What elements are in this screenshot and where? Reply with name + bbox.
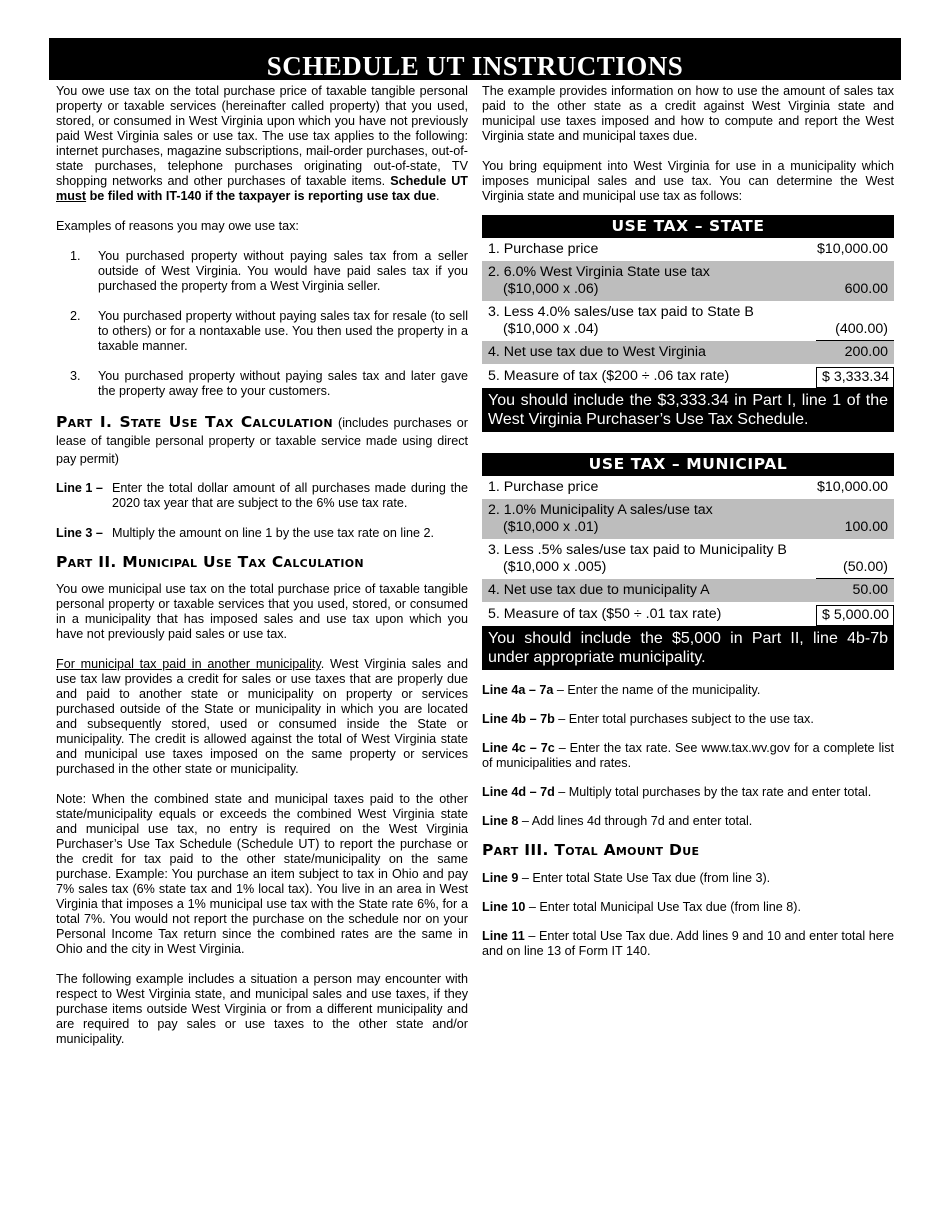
row-value: 200.00 [844, 344, 888, 360]
table-row [482, 341, 894, 364]
line-4a-7a [482, 683, 894, 698]
line1-label: Line 1 – [56, 481, 103, 495]
line-label: Line 4c – 7c [482, 741, 555, 755]
line-text: – Enter total State Use Tax due (from line 3). [518, 871, 771, 885]
table-row [482, 476, 894, 499]
examples-lead: Examples of reasons you may owe use tax: [56, 219, 299, 233]
row-value: 100.00 [844, 519, 888, 535]
line-label: Line 4a – 7a [482, 683, 554, 697]
example-paragraph: The following example includes a situation a person may encounter with respect to West Virginia state, and municipal sales and use taxes, if they purchase items outside West Virginia or from a different municipality and are required to pay sales or use taxes to the other state and/or municipality. [56, 972, 468, 1046]
row-value: $ 5,000.00 [816, 605, 894, 626]
line-10 [482, 900, 894, 915]
line-label: Line 4d – 7d [482, 785, 555, 799]
state-table-title: USE TAX – STATE [482, 215, 894, 238]
part1-title: Part I. State Use Tax Calculation [56, 413, 333, 431]
row-value: (50.00) [816, 559, 894, 579]
line-label: Line 4b – 7b [482, 712, 555, 726]
line1-text: Enter the total dollar amount of all purchases made during the 2020 tax year that are subject to the 6% use tax rate. [112, 481, 468, 510]
line-label: Line 9 [482, 871, 519, 885]
line-label: Line 8 [482, 814, 519, 828]
line-4c-7c [482, 741, 894, 771]
row-label: 2. 1.0% Municipality A sales/use tax [488, 502, 713, 518]
municipal-paragraph: You owe municipal use tax on the total purchase price of taxable tangible personal property or taxable services that you used, stored, or consumed in a municipality that has imposed sales and use tax upon which you have not previously paid sales or use tax. [56, 582, 468, 641]
line-11 [482, 929, 894, 959]
municipal-table-title: USE TAX – MUNICIPAL [482, 453, 894, 476]
state-table-note: You should include the $3,333.34 in Part I, line 1 of the West Virginia Purchaser’s Use Tax Schedule. [482, 388, 894, 432]
list-item [56, 309, 468, 354]
intro-paragraph [56, 84, 468, 204]
intro-bold-1: Schedule UT [390, 174, 468, 188]
credit-lead: For municipal tax paid in another municipality [56, 657, 321, 671]
line-text: – Enter total purchases subject to the use tax. [554, 712, 814, 726]
list-num: 1. [70, 249, 81, 263]
part1-subtitle: (includes purchases or lease of tangible personal property or taxable service made using direct pay permit) [56, 416, 468, 466]
intro-end: . [436, 189, 440, 203]
line-text: – Add lines 4d through 7d and enter total. [518, 814, 753, 828]
credit-paragraph [56, 657, 468, 777]
row-label: 3. Less .5% sales/use tax paid to Municipality B [488, 542, 787, 558]
left-column [56, 84, 468, 1047]
line-text: – Enter the name of the municipality. [553, 683, 761, 697]
line-text: – Multiply total purchases by the tax rate and enter total. [554, 785, 872, 799]
part2-title: Part II. Municipal Use Tax Calculation [56, 553, 364, 571]
list-text: You purchased property without paying sales tax from a seller outside of West Virginia. You would have paid sales tax if you purchased the property from a West Virginia seller. [98, 249, 468, 293]
table-row [482, 499, 894, 539]
table-row [482, 364, 894, 388]
line-text: – Enter total Municipal Use Tax due (from line 8). [525, 900, 801, 914]
row-label: 3. Less 4.0% sales/use tax paid to State B [488, 304, 754, 320]
equipment-paragraph: You bring equipment into West Virginia for use in a municipality which imposes municipal sales and use tax. You can determine the West Virginia state and municipal use tax as follows: [482, 159, 894, 203]
row-value: 600.00 [844, 281, 888, 297]
example-intro-paragraph: The example provides information on how to use the amount of sales tax paid to the other state as a credit against West Virginia state and municipal use taxes imposed and how to compute and report the West Virginia state and municipal taxes due. [482, 84, 894, 143]
page-title: SCHEDULE UT INSTRUCTIONS [49, 38, 901, 80]
state-use-tax-table [482, 215, 894, 432]
row-sublabel: ($10,000 x .005) [503, 559, 607, 575]
note-paragraph: Note: When the combined state and municipal taxes paid to the other state/municipality equals or exceeds the combined West Virginia state and municipal use tax, no entry is required on the West Virginia Purchaser’s Use Tax Schedule (Schedule UT) to report the purchase or the credit for tax paid to the other state/municipality on the same purchase. Example: You purchase an item subject to tax in Ohio and pay 7% sales tax (6% state tax and 1% local tax). You live in an area in West Virginia that imposes a 1% municipal use tax with the State rate 6%, for a total 7%. You would not report the purchase on the schedule nor on your Personal Income Tax return since the combined rates are the same in Ohio and the city in West Virginia. [56, 792, 468, 956]
table-row [482, 602, 894, 626]
line1-instruction [56, 481, 468, 511]
line-label: Line 11 [482, 929, 525, 943]
line-4d-7d [482, 785, 894, 800]
table-row [482, 261, 894, 301]
line3-instruction [56, 526, 468, 541]
row-value: $10,000.00 [816, 241, 888, 257]
line-text: – Enter the tax rate. See www.tax.wv.gov for a complete list of municipalities and rates. [482, 741, 894, 770]
list-text: You purchased property without paying sales tax and later gave the property away free to your customers. [98, 369, 468, 398]
intro-text: You owe use tax on the total purchase price of taxable tangible personal property or taxable services (hereinafter called property) that you used, stored, or consumed in West Virginia upon which you have not previously paid West Virginia sales or use tax. The use tax applies to the following: internet purchases, magazine subscriptions, mail-order purchases, out-of-state purchases, telephone purchases originating out-of-state, TV shopping networks and other purchases of taxable items. [56, 84, 468, 188]
line-9 [482, 871, 894, 886]
line-4b-7b [482, 712, 894, 727]
part1-heading [56, 413, 468, 468]
line-text: – Enter total Use Tax due. Add lines 9 and 10 and enter total here and on line 13 of Form IT 140. [482, 929, 894, 958]
row-sublabel: ($10,000 x .01) [503, 519, 599, 535]
intro-bold-3: be filed with IT-140 if the taxpayer is reporting use tax due [86, 189, 437, 203]
row-label: 1. Purchase price [488, 241, 599, 257]
row-label: 1. Purchase price [488, 479, 599, 495]
row-value: $10,000.00 [816, 479, 888, 495]
table-row [482, 579, 894, 602]
table-row [482, 539, 894, 579]
list-item [56, 249, 468, 294]
municipal-table-note: You should include the $5,000 in Part II, line 4b-7b under appropriate municipality. [482, 626, 894, 670]
municipal-use-tax-table [482, 453, 894, 670]
part3-title: Part III. Total Amount Due [482, 841, 700, 859]
line-8 [482, 814, 894, 829]
row-label: 5. Measure of tax ($50 ÷ .01 tax rate) [488, 606, 722, 622]
list-num: 2. [70, 309, 81, 323]
list-item [56, 369, 468, 399]
line3-label: Line 3 – [56, 526, 103, 540]
line3-text: Multiply the amount on line 1 by the use tax rate on line 2. [112, 526, 435, 540]
table-row [482, 238, 894, 261]
intro-bold-must: must [56, 189, 87, 203]
right-column [482, 84, 894, 959]
row-value: 50.00 [852, 582, 888, 598]
list-num: 3. [70, 369, 81, 383]
row-label: 4. Net use tax due to West Virginia [488, 344, 706, 360]
row-value: (400.00) [816, 321, 894, 341]
row-label: 2. 6.0% West Virginia State use tax [488, 264, 710, 280]
row-sublabel: ($10,000 x .06) [503, 281, 599, 297]
list-text: You purchased property without paying sales tax for resale (to sell to others) or for a nontaxable use. You then used the property in a taxable manner. [98, 309, 468, 353]
row-label: 5. Measure of tax ($200 ÷ .06 tax rate) [488, 368, 730, 384]
row-label: 4. Net use tax due to municipality A [488, 582, 710, 598]
credit-text: . West Virginia sales and use tax law provides a credit for sales or use taxes that are properly due and paid to another state or municipality on property or services purchased outside of the State or municipality in which you are located and subsequently stored, used or consumed inside the State or municipality. The credit is allowed against the total of West Virginia state and municipal use taxes imposed on the same property or services purchased in the other state or municipality. [56, 657, 468, 776]
line-label: Line 10 [482, 900, 526, 914]
row-sublabel: ($10,000 x .04) [503, 321, 599, 337]
table-row [482, 301, 894, 341]
row-value: $ 3,333.34 [816, 367, 894, 388]
